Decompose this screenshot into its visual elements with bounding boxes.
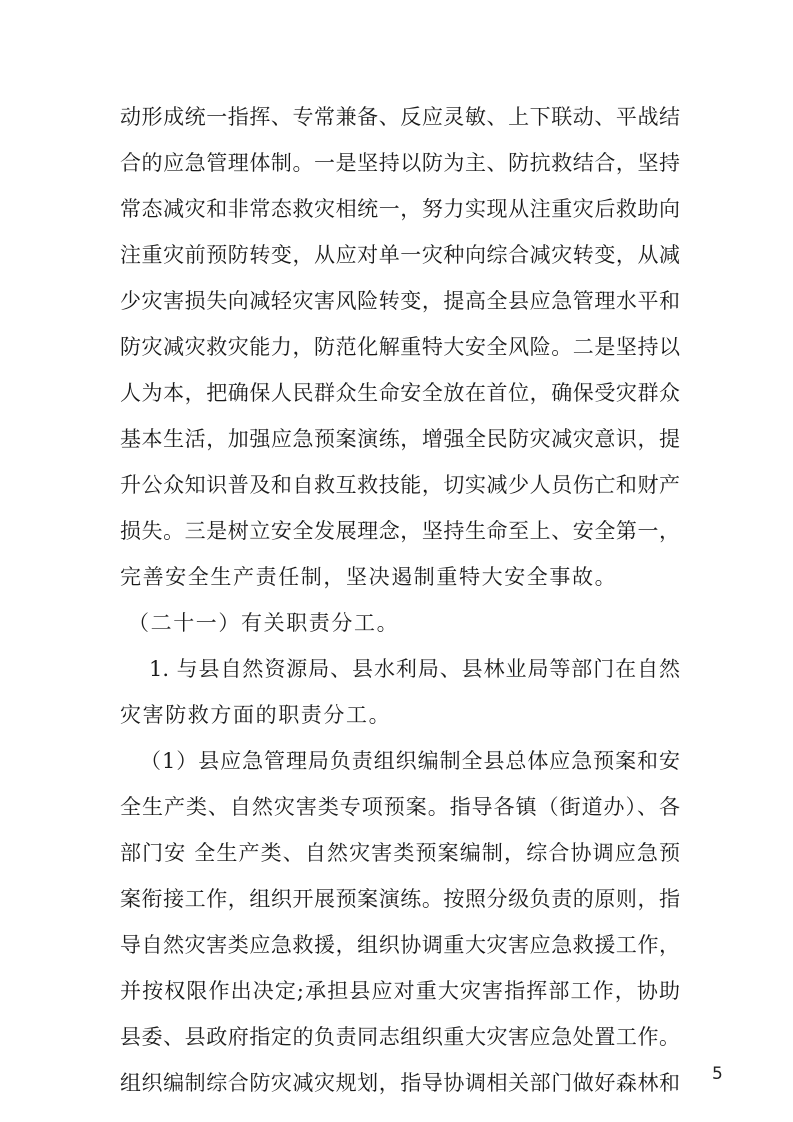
body-text-line: 动形成统一指挥、专常兼备、反应灵敏、上下联动、平战结 — [120, 105, 680, 129]
body-text-line: 部门安 全生产类、自然灾害类预案编制，综合协调应急预 — [120, 841, 680, 865]
body-text-line: 升公众知识普及和自救互救技能，切实减少人员伤亡和财产 — [120, 473, 680, 497]
page-number: 5 — [712, 1064, 723, 1084]
body-text-line: 注重灾前预防转变，从应对单一灾种向综合减灾转变，从减 — [120, 243, 680, 267]
body-text-line: 人为本，把确保人民群众生命安全放在首位，确保受灾群众 — [120, 381, 680, 405]
body-text-line: 县委、县政府指定的负责同志组织重大灾害应急处置工作。 — [120, 1025, 680, 1049]
body-text-line: 完善安全生产责任制，坚决遏制重特大安全事故。 — [120, 565, 618, 589]
section-heading: （二十一）有关职责分工。 — [128, 611, 400, 635]
body-text-line: 灾害防救方面的职责分工。 — [120, 703, 392, 727]
body-text-line: 损失。三是树立安全发展理念，坚持生命至上、安全第一， — [120, 519, 680, 543]
body-text-line: 常态减灾和非常态救灾相统一，努力实现从注重灾后救助向 — [120, 197, 680, 221]
body-text-line: 1. 与县自然资源局、县水利局、县林业局等部门在自然 — [149, 657, 680, 681]
body-text-line: 案衔接工作，组织开展预案演练。按照分级负责的原则，指 — [120, 887, 680, 911]
body-text-line: 组织编制综合防灾减灾规划，指导协调相关部门做好森林和 — [120, 1071, 680, 1095]
body-text-line: 防灾减灾救灾能力，防范化解重特大安全风险。二是坚持以 — [120, 335, 680, 359]
body-text-line: 基本生活，加强应急预案演练，增强全民防灾减灾意识，提 — [120, 427, 680, 451]
body-text-line: 少灾害损失向减轻灾害风险转变，提高全县应急管理水平和 — [120, 289, 680, 313]
body-text-line: 全生产类、自然灾害类专项预案。指导各镇（街道办）、各 — [120, 795, 680, 819]
body-text-line: 并按权限作出决定;承担县应对重大灾害指挥部工作，协助 — [120, 979, 680, 1003]
body-text-line: （1）县应急管理局负责组织编制全县总体应急预案和安 — [140, 749, 680, 773]
body-text-line: 导自然灾害类应急救援，组织协调重大灾害应急救援工作， — [120, 933, 680, 957]
body-text-line: 合的应急管理体制。一是坚持以防为主、防抗救结合，坚持 — [120, 151, 680, 175]
